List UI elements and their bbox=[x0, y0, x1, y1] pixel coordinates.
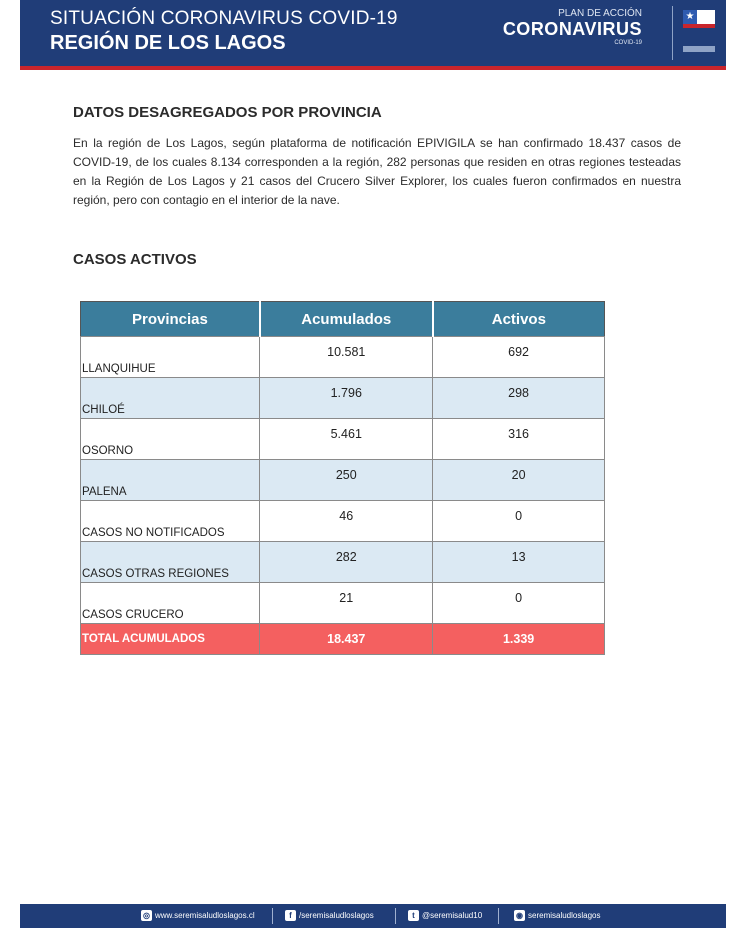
table-row bbox=[81, 460, 605, 501]
cases-table bbox=[80, 301, 605, 655]
row-acumulados: 5.461 bbox=[260, 419, 433, 460]
row-name: LLANQUIHUE bbox=[81, 337, 260, 378]
row-name: OSORNO bbox=[81, 419, 260, 460]
plan-logo bbox=[492, 8, 642, 46]
twitter-icon: t bbox=[408, 910, 419, 921]
footer-facebook[interactable] bbox=[285, 910, 374, 921]
row-activos: 316 bbox=[433, 419, 605, 460]
facebook-icon: f bbox=[285, 910, 296, 921]
row-name: CASOS OTRAS REGIONES bbox=[81, 542, 260, 583]
row-acumulados: 10.581 bbox=[260, 337, 433, 378]
col-header-provincias: Provincias bbox=[81, 302, 260, 337]
row-activos: 0 bbox=[433, 583, 605, 624]
header-title-line2: REGIÓN DE LOS LAGOS bbox=[50, 32, 286, 54]
row-activos: 13 bbox=[433, 542, 605, 583]
footer-web-text: www.seremisaludloslagos.cl bbox=[155, 911, 255, 920]
globe-icon: ◎ bbox=[141, 910, 152, 921]
row-activos: 0 bbox=[433, 501, 605, 542]
footer-bar bbox=[20, 904, 726, 928]
col-header-acumulados: Acumulados bbox=[260, 302, 433, 337]
row-name: CASOS NO NOTIFICADOS bbox=[81, 501, 260, 542]
footer-twitter[interactable] bbox=[408, 910, 482, 921]
footer-facebook-text: /seremisaludloslagos bbox=[299, 911, 374, 920]
table-row bbox=[81, 542, 605, 583]
row-acumulados: 46 bbox=[260, 501, 433, 542]
plan-title: CORONAVIRUS bbox=[502, 19, 642, 39]
total-activos: 1.339 bbox=[433, 624, 605, 655]
table-row bbox=[81, 378, 605, 419]
intro-paragraph: En la región de Los Lagos, según plataforma de notificación EPIVIGILA se han confirmado 18.437 casos de COVID-19, de los cuales 8.134 corresponden a la región, 282 personas que residen en otras regiones testeadas en la Región de Los Lagos y 21 casos del Crucero Silver Explorer, los cuales fueron confirmados en nuestra región, pero con contagio en el interior de la nave. bbox=[73, 136, 681, 207]
total-name: TOTAL ACUMULADOS bbox=[81, 624, 260, 655]
table-row bbox=[81, 419, 605, 460]
row-name: PALENA bbox=[81, 460, 260, 501]
section-heading-activos: CASOS ACTIVOS bbox=[73, 251, 197, 268]
section-heading-provincia: DATOS DESAGREGADOS POR PROVINCIA bbox=[73, 104, 382, 121]
table-row bbox=[81, 501, 605, 542]
total-acumulados: 18.437 bbox=[260, 624, 433, 655]
row-activos: 298 bbox=[433, 378, 605, 419]
row-name: CASOS CRUCERO bbox=[81, 583, 260, 624]
plan-label: PLAN DE ACCIÓN bbox=[558, 8, 642, 19]
row-activos: 20 bbox=[433, 460, 605, 501]
table-row bbox=[81, 583, 605, 624]
col-header-activos: Activos bbox=[433, 302, 605, 337]
header-title-line1: SITUACIÓN CORONAVIRUS COVID-19 bbox=[50, 8, 398, 29]
footer-web[interactable] bbox=[141, 910, 255, 921]
instagram-icon: ◉ bbox=[514, 910, 525, 921]
table-total-row bbox=[81, 624, 605, 655]
government-logo-icon bbox=[672, 6, 721, 60]
row-name: CHILOÉ bbox=[81, 378, 260, 419]
footer-instagram-text: seremisaludloslagos bbox=[528, 911, 601, 920]
row-acumulados: 1.796 bbox=[260, 378, 433, 419]
table-row bbox=[81, 337, 605, 378]
plan-sub: COVID-19 bbox=[614, 40, 642, 46]
row-acumulados: 282 bbox=[260, 542, 433, 583]
star-icon: ★ bbox=[683, 10, 697, 24]
row-acumulados: 21 bbox=[260, 583, 433, 624]
footer-twitter-text: @seremisalud10 bbox=[422, 911, 483, 920]
row-activos: 692 bbox=[433, 337, 605, 378]
footer-instagram[interactable] bbox=[514, 910, 600, 921]
row-acumulados: 250 bbox=[260, 460, 433, 501]
header-banner bbox=[20, 0, 726, 70]
table-header-row bbox=[81, 302, 605, 337]
